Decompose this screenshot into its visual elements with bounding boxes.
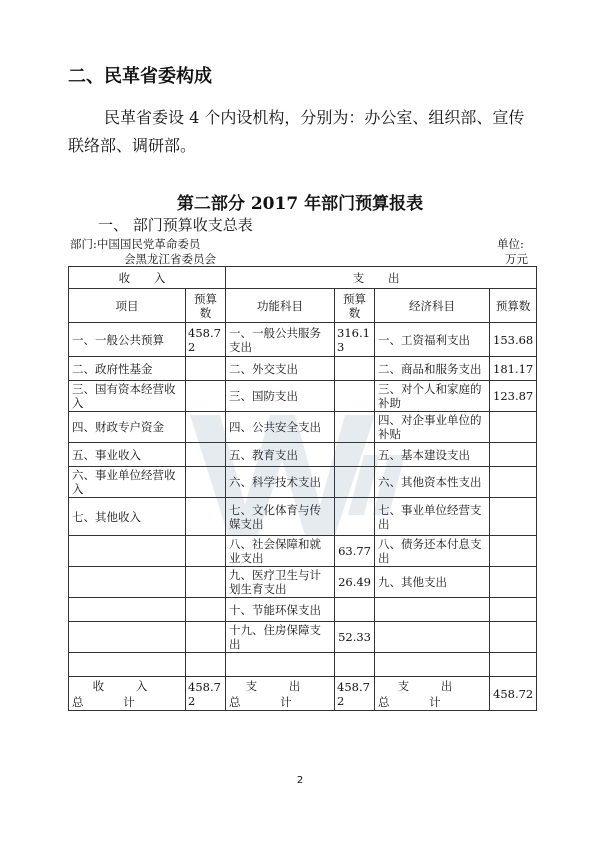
row-budget-a-cell [186, 622, 226, 653]
row-budget-c-cell [490, 536, 537, 567]
col-header-budget-c: 预算数 [490, 289, 537, 323]
econ-total-value: 458.72 [490, 677, 537, 711]
row-budget-a-cell [186, 653, 226, 677]
row-econ-cell: 四、对企事业单位的补贴 [375, 412, 490, 443]
table-row [69, 498, 537, 536]
row-budget-c-cell [490, 598, 537, 622]
table-row [69, 653, 537, 677]
row-budget-c-cell [490, 567, 537, 598]
row-func-cell: 一、一般公共服务支出 [226, 323, 335, 357]
row-budget-a-cell [186, 381, 226, 412]
row-econ-cell: 九、其他支出 [375, 567, 490, 598]
part-title: 第二部分 2017 年部门预算报表 [176, 194, 424, 214]
income-total-label [69, 677, 186, 711]
row-econ-cell: 三、对个人和家庭的补助 [375, 381, 490, 412]
func-total-value: 458.72 [335, 677, 375, 711]
row-item-cell [69, 622, 186, 653]
row-econ-cell: 五、基本建设支出 [375, 443, 490, 467]
table-row [69, 443, 537, 467]
func-total-label-line1: 支 出 [245, 678, 315, 693]
row-budget-a-cell [186, 443, 226, 467]
row-func-cell: 五、教育支出 [226, 443, 335, 467]
unit-label: 单位: [497, 237, 524, 251]
row-func-cell: 七、文化体育与传媒支出 [226, 498, 335, 536]
row-budget-c-cell [490, 443, 537, 467]
row-item-cell: 七、其他收入 [69, 498, 186, 536]
table-subtitle: 一、 部门预算收支总表 [98, 216, 253, 234]
row-econ-cell: 一、工资福利支出 [375, 323, 490, 357]
row-item-cell [69, 598, 186, 622]
table-top-header-row [69, 267, 537, 289]
row-func-cell: 十九、住房保障支出 [226, 622, 335, 653]
econ-total-label-line2: 总 计 [378, 694, 459, 709]
row-budget-c-cell: 123.87 [490, 381, 537, 412]
income-total-label-line2: 总 计 [72, 694, 153, 709]
row-item-cell: 四、财政专户资金 [69, 412, 186, 443]
page-number: 2 [296, 775, 304, 786]
row-func-cell: 二、外交支出 [226, 357, 335, 381]
row-budget-a-cell [186, 412, 226, 443]
row-budget-a-cell [186, 498, 226, 536]
col-header-item: 项目 [69, 289, 186, 323]
row-budget-b-cell: 63.77 [335, 536, 375, 567]
row-item-cell: 六、事业单位经营收入 [69, 467, 186, 498]
func-total-label-line2: 总 计 [229, 694, 310, 709]
row-econ-cell [375, 622, 490, 653]
row-budget-c-cell [490, 467, 537, 498]
row-budget-a-cell [186, 567, 226, 598]
table-row [69, 381, 537, 412]
col-header-budget-b: 预算数 [335, 289, 375, 323]
econ-total-label [375, 677, 490, 711]
row-budget-c-cell [490, 498, 537, 536]
row-budget-b-cell [335, 357, 375, 381]
row-item-cell [69, 567, 186, 598]
row-budget-c-cell [490, 622, 537, 653]
row-budget-b-cell [335, 498, 375, 536]
table-row [69, 467, 537, 498]
table-row [69, 536, 537, 567]
row-budget-b-cell [335, 443, 375, 467]
row-econ-cell: 二、商品和服务支出 [375, 357, 490, 381]
row-budget-b-cell [335, 412, 375, 443]
row-budget-b-cell: 316.13 [335, 323, 375, 357]
table-column-header-row [69, 289, 537, 323]
income-total-label-line1: 收 入 [92, 678, 162, 693]
row-budget-b-cell [335, 653, 375, 677]
income-header: 收 入 [69, 267, 226, 289]
row-item-cell: 一、一般公共预算 [69, 323, 186, 357]
row-func-cell: 四、公共安全支出 [226, 412, 335, 443]
department-label-line1: 部门:中国国民党革命委员 [70, 237, 201, 251]
table-row [69, 412, 537, 443]
budget-summary-table [68, 266, 537, 711]
section-paragraph: 民革省委设 4 个内设机构，分别为：办公室、组织部、宣传联络部、调研部。 [68, 108, 525, 155]
row-econ-cell [375, 598, 490, 622]
row-item-cell: 二、政府性基金 [69, 357, 186, 381]
row-func-cell: 十、节能环保支出 [226, 598, 335, 622]
row-func-cell [226, 653, 335, 677]
row-item-cell: 五、事业收入 [69, 443, 186, 467]
row-item-cell [69, 536, 186, 567]
func-total-label [226, 677, 335, 711]
row-budget-b-cell: 52.33 [335, 622, 375, 653]
table-row [69, 622, 537, 653]
section-heading: 二、民革省委构成 [68, 66, 212, 87]
expense-header: 支 出 [226, 267, 537, 289]
row-item-cell: 三、国有资本经营收入 [69, 381, 186, 412]
department-label-line2: 会黑龙江省委员会 [124, 252, 216, 266]
unit-value: 万元 [505, 252, 528, 266]
col-header-budget-a: 预算数 [186, 289, 226, 323]
row-econ-cell [375, 653, 490, 677]
row-func-cell: 三、国防支出 [226, 381, 335, 412]
row-econ-cell: 七、事业单位经营支出 [375, 498, 490, 536]
row-budget-b-cell [335, 598, 375, 622]
income-total-value: 458.72 [186, 677, 226, 711]
row-item-cell [69, 653, 186, 677]
table-row [69, 357, 537, 381]
row-budget-b-cell: 26.49 [335, 567, 375, 598]
col-header-func: 功能科目 [226, 289, 335, 323]
table-row [69, 598, 537, 622]
row-budget-b-cell [335, 467, 375, 498]
row-budget-a-cell [186, 467, 226, 498]
econ-total-label-line1: 支 出 [397, 678, 467, 693]
row-budget-c-cell: 153.68 [490, 323, 537, 357]
row-budget-a-cell [186, 357, 226, 381]
table-row [69, 323, 537, 357]
row-econ-cell: 六、其他资本性支出 [375, 467, 490, 498]
row-func-cell: 六、科学技术支出 [226, 467, 335, 498]
row-budget-c-cell: 181.17 [490, 357, 537, 381]
row-budget-b-cell [335, 381, 375, 412]
row-func-cell: 八、社会保障和就业支出 [226, 536, 335, 567]
row-budget-a-cell [186, 598, 226, 622]
row-econ-cell: 八、债务还本付息支出 [375, 536, 490, 567]
table-row [69, 567, 537, 598]
row-budget-a-cell: 458.72 [186, 323, 226, 357]
col-header-econ: 经济科目 [375, 289, 490, 323]
row-budget-a-cell [186, 536, 226, 567]
row-budget-c-cell [490, 412, 537, 443]
table-totals-row [69, 677, 537, 711]
row-budget-c-cell [490, 653, 537, 677]
row-func-cell: 九、医疗卫生与计划生育支出 [226, 567, 335, 598]
